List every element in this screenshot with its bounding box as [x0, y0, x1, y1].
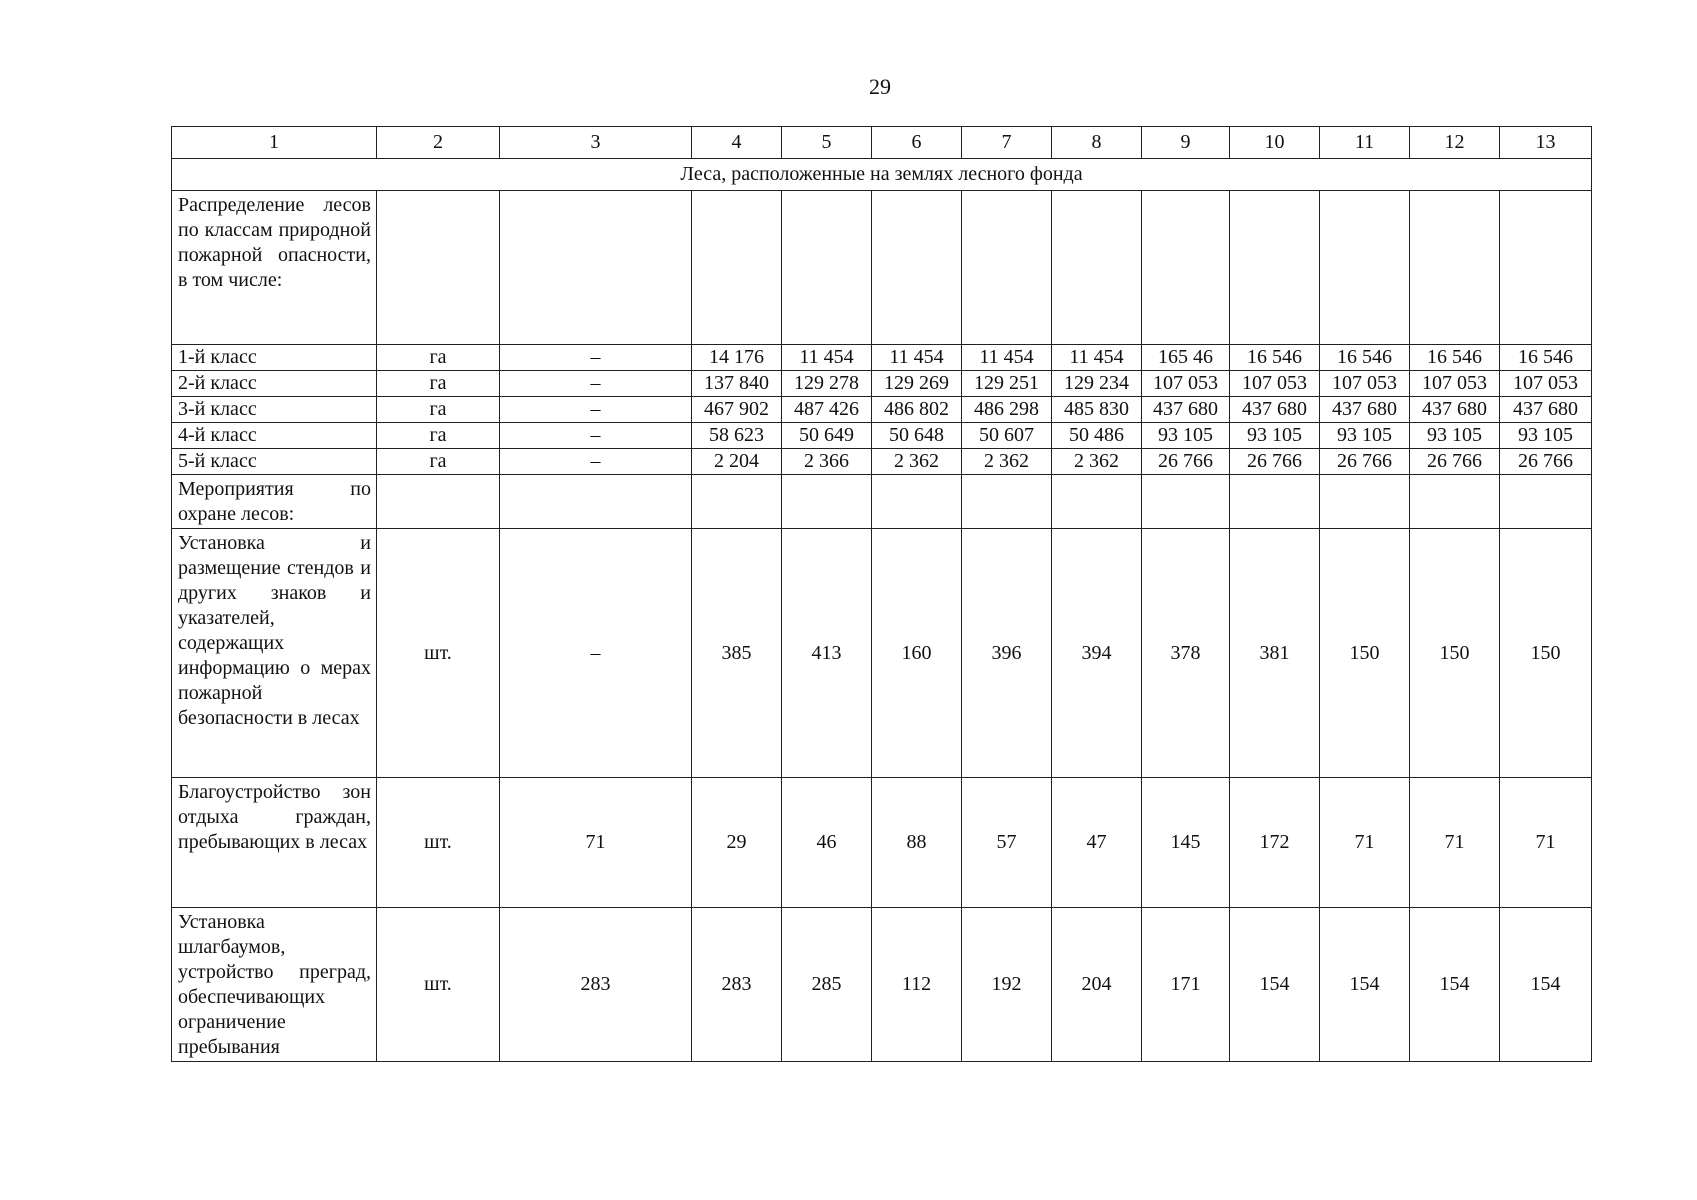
value-cell: 107 053 — [1142, 371, 1230, 397]
unit-cell — [377, 191, 500, 345]
value-cell: 26 766 — [1230, 449, 1320, 475]
value-cell: 11 454 — [962, 345, 1052, 371]
value-cell: 29 — [692, 778, 782, 908]
value-cell: 57 — [962, 778, 1052, 908]
value-cell: 26 766 — [1410, 449, 1500, 475]
unit-cell: га — [377, 371, 500, 397]
table-row — [172, 191, 1592, 345]
value-cell: 145 — [1142, 778, 1230, 908]
base-value-cell: 283 — [500, 908, 692, 1062]
value-cell: 47 — [1052, 778, 1142, 908]
table-row — [172, 475, 1592, 529]
value-cell: 71 — [1500, 778, 1592, 908]
unit-cell: га — [377, 397, 500, 423]
value-cell: 2 362 — [962, 449, 1052, 475]
value-cell: 283 — [692, 908, 782, 1062]
value-cell: 150 — [1500, 529, 1592, 778]
value-cell: 204 — [1052, 908, 1142, 1062]
table-row — [172, 908, 1592, 1062]
column-number: 11 — [1320, 127, 1410, 159]
value-cell: 437 680 — [1320, 397, 1410, 423]
value-cell — [1052, 191, 1142, 345]
value-cell — [1410, 191, 1500, 345]
value-cell: 396 — [962, 529, 1052, 778]
value-cell: 160 — [872, 529, 962, 778]
value-cell: 93 105 — [1410, 423, 1500, 449]
value-cell: 93 105 — [1500, 423, 1592, 449]
row-label: 5-й класс — [172, 449, 377, 475]
column-number-row — [172, 127, 1592, 159]
value-cell — [692, 191, 782, 345]
value-cell: 46 — [782, 778, 872, 908]
value-cell: 437 680 — [1500, 397, 1592, 423]
value-cell: 129 269 — [872, 371, 962, 397]
value-cell: 50 607 — [962, 423, 1052, 449]
row-label: Благоустройство зон отдыха граждан, пребывающих в лесах — [172, 778, 377, 908]
value-cell: 93 105 — [1142, 423, 1230, 449]
value-cell: 88 — [872, 778, 962, 908]
row-label: Распределение лесов по классам природной пожарной опасности, в том числе: — [172, 191, 377, 345]
value-cell: 129 234 — [1052, 371, 1142, 397]
value-cell: 437 680 — [1142, 397, 1230, 423]
value-cell: 50 648 — [872, 423, 962, 449]
column-number: 4 — [692, 127, 782, 159]
table-row — [172, 778, 1592, 908]
base-value-cell: – — [500, 397, 692, 423]
value-cell: 192 — [962, 908, 1052, 1062]
value-cell: 26 766 — [1320, 449, 1410, 475]
row-label: Мероприятия по охране лесов: — [172, 475, 377, 529]
value-cell: 2 204 — [692, 449, 782, 475]
value-cell — [1410, 475, 1500, 529]
value-cell: 378 — [1142, 529, 1230, 778]
unit-cell: га — [377, 449, 500, 475]
value-cell: 26 766 — [1142, 449, 1230, 475]
value-cell — [962, 475, 1052, 529]
value-cell: 129 251 — [962, 371, 1052, 397]
value-cell: 93 105 — [1320, 423, 1410, 449]
value-cell — [782, 475, 872, 529]
value-cell: 150 — [1410, 529, 1500, 778]
table-row — [172, 423, 1592, 449]
value-cell: 150 — [1320, 529, 1410, 778]
column-number: 1 — [172, 127, 377, 159]
column-number: 10 — [1230, 127, 1320, 159]
unit-cell: га — [377, 423, 500, 449]
value-cell — [872, 475, 962, 529]
value-cell — [1142, 475, 1230, 529]
column-number: 8 — [1052, 127, 1142, 159]
value-cell: 129 278 — [782, 371, 872, 397]
value-cell: 154 — [1500, 908, 1592, 1062]
value-cell: 385 — [692, 529, 782, 778]
value-cell — [1230, 191, 1320, 345]
row-label: 4-й класс — [172, 423, 377, 449]
value-cell — [1320, 191, 1410, 345]
unit-cell: шт. — [377, 529, 500, 778]
base-value-cell: – — [500, 371, 692, 397]
value-cell: 107 053 — [1230, 371, 1320, 397]
value-cell: 50 649 — [782, 423, 872, 449]
unit-cell — [377, 475, 500, 529]
value-cell: 467 902 — [692, 397, 782, 423]
unit-cell: шт. — [377, 908, 500, 1062]
value-cell: 50 486 — [1052, 423, 1142, 449]
value-cell: 11 454 — [872, 345, 962, 371]
value-cell: 71 — [1320, 778, 1410, 908]
base-value-cell — [500, 191, 692, 345]
value-cell: 165 46 — [1142, 345, 1230, 371]
column-number: 9 — [1142, 127, 1230, 159]
value-cell: 154 — [1410, 908, 1500, 1062]
base-value-cell — [500, 475, 692, 529]
value-cell — [1052, 475, 1142, 529]
value-cell: 486 298 — [962, 397, 1052, 423]
value-cell: 112 — [872, 908, 962, 1062]
forest-fire-table — [171, 126, 1592, 1062]
table-row — [172, 529, 1592, 778]
unit-cell: шт. — [377, 778, 500, 908]
value-cell: 381 — [1230, 529, 1320, 778]
value-cell: 16 546 — [1230, 345, 1320, 371]
value-cell: 107 053 — [1320, 371, 1410, 397]
value-cell: 71 — [1410, 778, 1500, 908]
table-row — [172, 397, 1592, 423]
table-row — [172, 345, 1592, 371]
column-number: 5 — [782, 127, 872, 159]
value-cell: 171 — [1142, 908, 1230, 1062]
value-cell — [872, 191, 962, 345]
value-cell: 107 053 — [1500, 371, 1592, 397]
value-cell: 485 830 — [1052, 397, 1142, 423]
column-number: 3 — [500, 127, 692, 159]
value-cell: 16 546 — [1500, 345, 1592, 371]
value-cell: 16 546 — [1320, 345, 1410, 371]
value-cell: 26 766 — [1500, 449, 1592, 475]
value-cell — [1320, 475, 1410, 529]
column-number: 12 — [1410, 127, 1500, 159]
column-number: 2 — [377, 127, 500, 159]
value-cell: 11 454 — [1052, 345, 1142, 371]
base-value-cell: – — [500, 529, 692, 778]
value-cell — [782, 191, 872, 345]
row-label: 3-й класс — [172, 397, 377, 423]
value-cell — [1500, 475, 1592, 529]
value-cell: 154 — [1230, 908, 1320, 1062]
value-cell: 285 — [782, 908, 872, 1062]
value-cell: 172 — [1230, 778, 1320, 908]
value-cell: 58 623 — [692, 423, 782, 449]
row-label: Установка шлагбаумов, устройство преград, обеспечивающих ограничение пребывания — [172, 908, 377, 1062]
value-cell — [692, 475, 782, 529]
value-cell — [1142, 191, 1230, 345]
unit-cell: га — [377, 345, 500, 371]
value-cell: 2 366 — [782, 449, 872, 475]
column-number: 7 — [962, 127, 1052, 159]
table-row — [172, 371, 1592, 397]
value-cell — [1230, 475, 1320, 529]
value-cell: 107 053 — [1410, 371, 1500, 397]
value-cell: 14 176 — [692, 345, 782, 371]
table-row — [172, 449, 1592, 475]
value-cell: 93 105 — [1230, 423, 1320, 449]
value-cell: 11 454 — [782, 345, 872, 371]
page-number: 29 — [869, 74, 891, 99]
column-number: 6 — [872, 127, 962, 159]
base-value-cell: – — [500, 449, 692, 475]
base-value-cell: – — [500, 423, 692, 449]
value-cell — [962, 191, 1052, 345]
value-cell: 154 — [1320, 908, 1410, 1062]
value-cell: 394 — [1052, 529, 1142, 778]
value-cell: 2 362 — [872, 449, 962, 475]
value-cell: 413 — [782, 529, 872, 778]
section-title-row — [172, 159, 1592, 191]
value-cell: 487 426 — [782, 397, 872, 423]
value-cell — [1500, 191, 1592, 345]
value-cell: 486 802 — [872, 397, 962, 423]
base-value-cell: – — [500, 345, 692, 371]
row-label: 2-й класс — [172, 371, 377, 397]
row-label: 1-й класс — [172, 345, 377, 371]
value-cell: 437 680 — [1410, 397, 1500, 423]
value-cell: 437 680 — [1230, 397, 1320, 423]
base-value-cell: 71 — [500, 778, 692, 908]
value-cell: 2 362 — [1052, 449, 1142, 475]
column-number: 13 — [1500, 127, 1592, 159]
value-cell: 137 840 — [692, 371, 782, 397]
value-cell: 16 546 — [1410, 345, 1500, 371]
row-label: Установка и размещение стендов и других знаков и указателей, содержащих информацию о мерах пожарной безопасности в лесах — [172, 529, 377, 778]
section-title: Леса, расположенные на землях лесного фонда — [172, 159, 1592, 191]
